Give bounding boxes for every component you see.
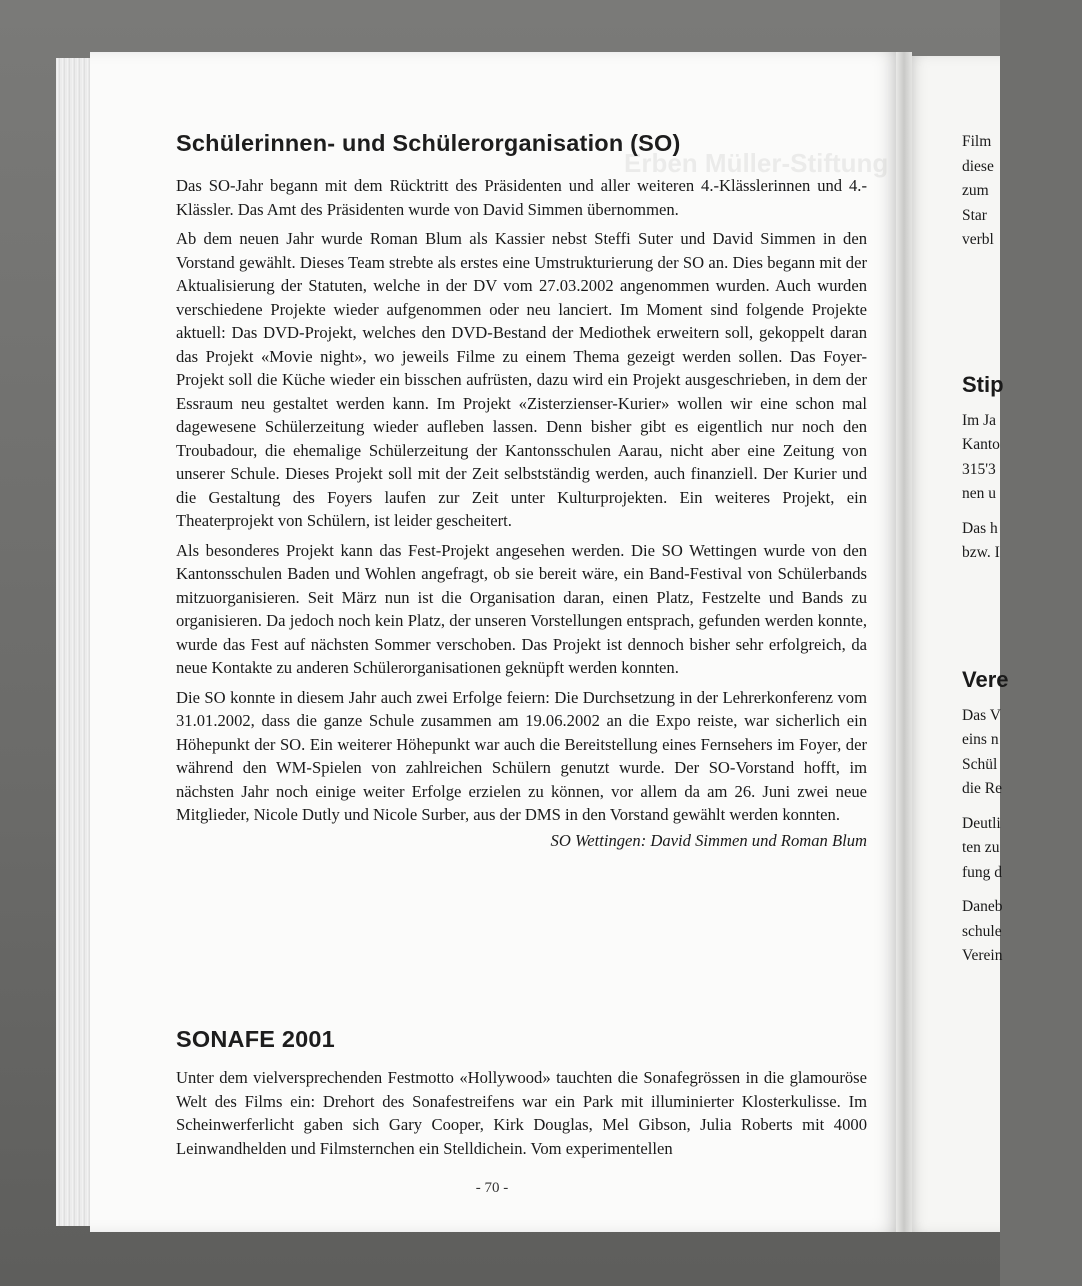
text-line: nen u	[962, 485, 997, 502]
section-title-so: Schülerinnen- und Schülerorganisation (SO)	[176, 130, 681, 156]
text-line: fung d	[962, 863, 1003, 881]
text-line: Im Ja	[962, 411, 997, 429]
text-line: Star	[962, 206, 987, 224]
right-heading: Stip	[962, 371, 1004, 397]
paragraph: Das SO-Jahr begann mit dem Rücktritt des Präsidenten und aller weiteren 4.-Klässlerinnen und 4.-Klässler. Das Amt des Präsidenten wurde von David Simmen übernommen.	[176, 176, 867, 219]
paragraph: Unter dem vielversprechenden Festmotto «Hollywood» tauchten die Sonafegrössen in die glamouröse Welt des Films ein: Drehort des Sonafestreifens war ein Park mit illuminierter Klosterkulisse. Im Scheinwerferlicht gaben sich Gary Cooper, Kirk Douglas, Mel Gibson, Julia Roberts mit 4000 Leinwandhelden und Filmsternchen ein Stelldichein. Vom experimentellen	[176, 1068, 867, 1158]
text-line: Schül	[962, 755, 998, 773]
text-line: diese	[962, 157, 994, 175]
text-line: Daneb	[962, 898, 1003, 915]
text-line: bzw. I	[962, 544, 1000, 561]
right-page-column	[962, 130, 1082, 969]
page-number: - 70 -	[475, 1180, 509, 1196]
text-line: ten zu	[962, 839, 1000, 856]
text-line: verbl	[962, 231, 994, 248]
text-line: schule	[962, 922, 1002, 940]
text-line: Kanto	[962, 436, 1000, 453]
bleed-through-heading: Erben Müller-Stiftung	[624, 148, 889, 178]
paragraph: Die SO konnte in diesem Jahr auch zwei Erfolge feiern: Die Durchsetzung in der Lehrerkonferenz vom 31.01.2002, dass die ganze Schule zusammen am 19.06.2002 an die Expo reiste, war sicherlich ein Höhepunkt der SO. Ein weiterer Höhepunkt war auch die Bereitstellung eines Fernsehers im Foyer, der während den WM-Spielen von zahlreichen Schülern genutzt wurde. Der SO-Vorstand hofft, im nächsten Jahr noch einige weiter Erfolge erzielen zu können, vor allem da am 26. Juni zwei neue Mitglieder, Nicole Dutly und Nicole Surber, aus der DMS in den Vorstand gewählt werden konnten.	[176, 687, 867, 824]
paragraph: Ab dem neuen Jahr wurde Roman Blum als Kassier nebst Steffi Suter und David Simmen in den Vorstand gewählt. Dieses Team strebte als erstes eine Umstrukturierung der SO an. Dies begann mit der Aktualisierung der Statuten, welche in der DV vom 27.03.2002 angenommen wurden. Auch wurden verschiedene Projekte wieder aufgenommen oder neu lanciert. Im Moment sind folgende Projekte aktuell: Das DVD-Projekt, welches den DVD-Bestand der Mediothek erweitern soll, gekoppelt daran das Projekt «Movie night», wo jeweils Filme zu einem Thema gezeigt werden sollen. Das Foyer-Projekt soll die Küche wieder ein bisschen aufrüsten, dazu wird ein Projekt ausgeschrieben, in dem der Essraum neu gestaltet werden kann. Im Projekt «Zisterzienser-Kurier» wollen wir eine schon mal dagewesene Schülerzeitung wieder aufleben lassen. Denn bisher gibt es eigentlich nur noch den Troubadour, die ehemalige Schülerzeitung der Kantonsschulen Aarau, nicht aber eine Zeitung von unserer Schule. Dieses Projekt soll mit der Zeit selbstständig werden, auch finanziell. Der Kurier und die Gestaltung des Foyers laufen zur Zeit unter Kulturprojekten. Ein weiteres Projekt, ein Theaterprojekt von Schülern, ist leider gescheitert.	[176, 229, 867, 530]
text-line: 315'3	[962, 460, 996, 478]
section-body-sonafe	[176, 1066, 867, 1160]
text-line: Deutli	[962, 814, 1001, 832]
text-line: Das V	[962, 706, 1001, 724]
paragraph: Als besonderes Projekt kann das Fest-Projekt angesehen werden. Die SO Wettingen wurde von den Kantonsschulen Baden und Wohlen angefragt, ob sie bereit wäre, ein Band-Festival von Schülerbands mitzuorganisieren. Seit März nun ist die Organisation daran, einen Platz, Festzelte und Bands zu organisieren. Da jedoch noch kein Platz, der unseren Vorstellungen entsprach, gefunden werden konnte, wurde das Fest auf nächsten Sommer verschoben. Das Projekt ist dennoch bisher sehr erfolgreich, da neue Kontakte zu anderen Schülerorganisationen geknüpft werden konnten.	[176, 540, 867, 677]
section-body-so	[176, 174, 867, 852]
signature: SO Wettingen: David Simmen und Roman Blum	[550, 830, 867, 850]
text-line: Das h	[962, 519, 998, 537]
text-line: Film	[962, 133, 992, 150]
section-title-sonafe: SONAFE 2001	[176, 1026, 335, 1052]
text-line: eins n	[962, 731, 999, 748]
text-line: Verein	[962, 947, 1003, 964]
text-line: zum	[962, 182, 989, 199]
text-line: die Re	[962, 780, 1003, 797]
book-gutter	[896, 52, 912, 1232]
right-heading: Vere	[962, 666, 1009, 692]
